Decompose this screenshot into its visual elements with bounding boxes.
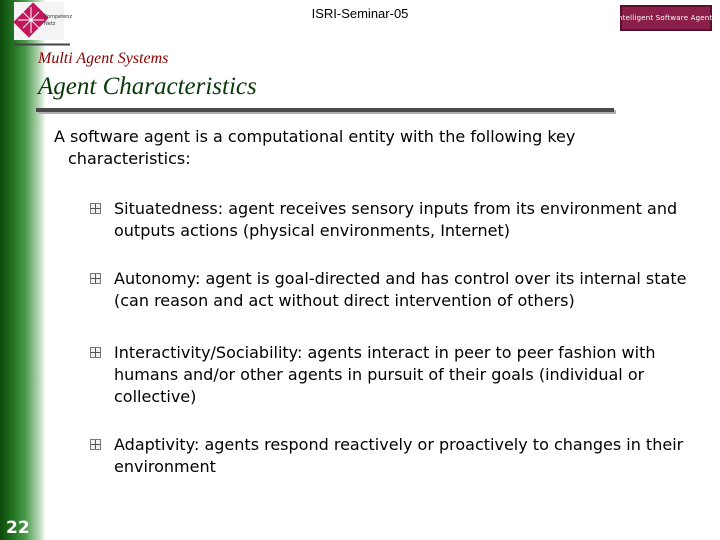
bullet-text: Interactivity/Sociability: agents interact in peer to peer fashion with humans and/or other agents in pursuit of their goals (individual or collective) xyxy=(114,343,656,406)
slide-subtitle: Multi Agent Systems xyxy=(38,50,169,67)
page-number: 22 xyxy=(6,518,30,538)
bullet-marker-icon xyxy=(90,203,101,214)
logo-caption-strip xyxy=(14,42,70,47)
bullet-text: Autonomy: agent is goal-directed and has control over its internal state (can reason and act without direct intervention of others) xyxy=(114,269,687,310)
slide-header: ISRI-Seminar-05 xyxy=(311,6,409,21)
svg-text:Kompetenz: Kompetenz xyxy=(44,14,73,20)
svg-text:Netz: Netz xyxy=(44,21,56,27)
bullet-marker-icon xyxy=(90,439,101,450)
title-rule xyxy=(36,108,614,112)
bullet-marker-icon xyxy=(90,273,101,284)
slide-title: Agent Characteristics xyxy=(38,73,257,100)
bullet-marker-icon xyxy=(90,347,101,358)
right-logo-text: Intelligent Software Agents xyxy=(615,14,717,22)
intro-paragraph: A software agent is a computational entity with the following key characteristics: xyxy=(54,127,576,168)
bullet-text: Adaptivity: agents respond reactively or proactively to changes in their environment xyxy=(114,435,684,476)
bullet-text: Situatedness: agent receives sensory inputs from its environment and outputs actions (physical environments, Internet) xyxy=(114,199,678,240)
